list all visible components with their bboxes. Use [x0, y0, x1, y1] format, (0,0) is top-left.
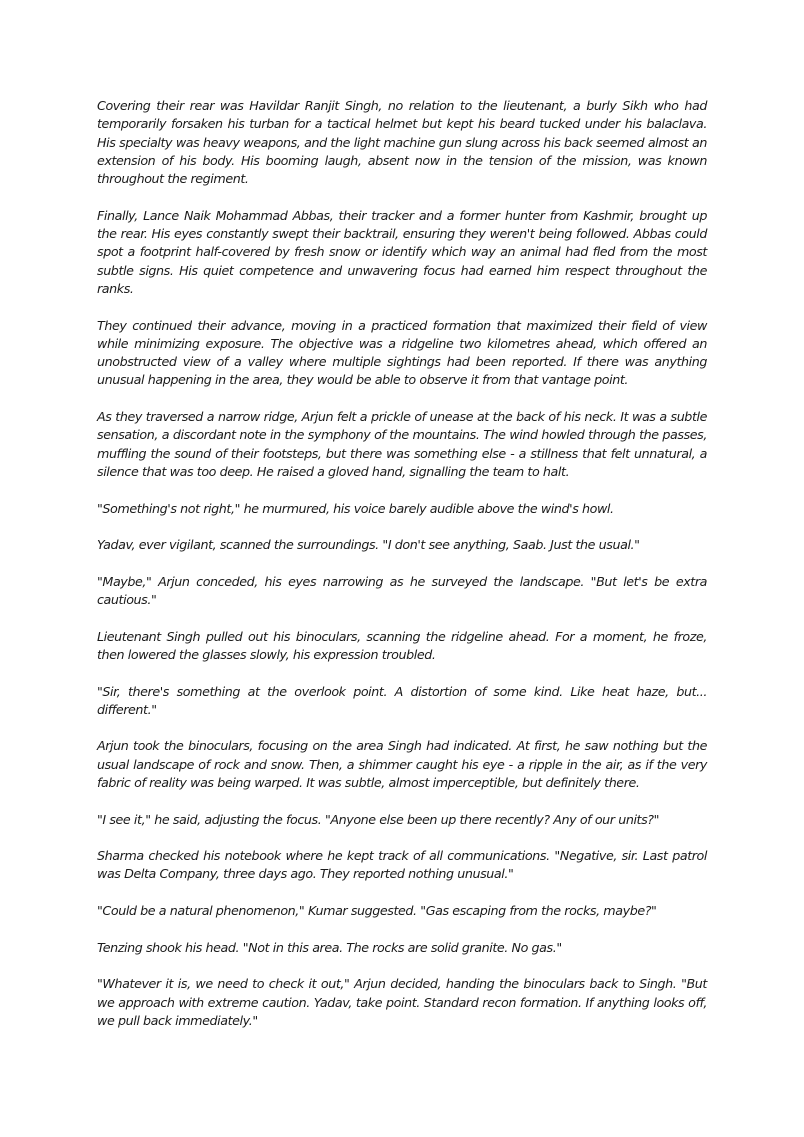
- paragraph: Finally, Lance Naik Mohammad Abbas, their tracker and a former hunter from Kashmir, brought up the rear. His eyes constantly swept their backtrail, ensuring they weren't being followed. Abbas could spot a footprint half-covered by fresh snow or identify which way an animal had fled from the most subtle signs. His quiet competence and unwavering focus had earned him respect throughout the ranks.: [97, 207, 707, 296]
- paragraph: Arjun took the binoculars, focusing on the area Singh had indicated. At first, he saw nothing but the usual landscape of rock and snow. Then, a shimmer caught his eye - a ripple in the air, as if the very fabric of reality was being warped. It was subtle, almost imperceptible, but definitely there.: [97, 738, 707, 790]
- paragraph: "Sir, there's something at the overlook point. A distortion of some kind. Like heat haze, but... different.": [97, 683, 707, 717]
- paragraph: Covering their rear was Havildar Ranjit Singh, no relation to the lieutenant, a burly Sikh who had temporarily forsaken his turban for a tactical helmet but kept his beard tucked under his balaclava. His specialty was heavy weapons, and the light machine gun slung across his back seemed almost an extension of his body. His booming laugh, absent now in the tension of the mission, was known throughout the regiment.: [97, 98, 707, 187]
- paragraph: As they traversed a narrow ridge, Arjun felt a prickle of unease at the back of his neck. It was a subtle sensation, a discordant note in the symphony of the mountains. The wind howled through the passes, muffling the sound of their footsteps, but there was something else - a stillness that felt unnatural, a silence that was too deep. He raised a gloved hand, signalling the team to halt.: [97, 409, 707, 479]
- paragraph: Sharma checked his notebook where he kept track of all communications. "Negative, sir. Last patrol was Delta Company, three days ago. They reported nothing unusual.": [97, 848, 707, 882]
- paragraph: Lieutenant Singh pulled out his binoculars, scanning the ridgeline ahead. For a moment, he froze, then lowered the glasses slowly, his expression troubled.: [97, 628, 707, 662]
- paragraph: They continued their advance, moving in a practiced formation that maximized their field of view while minimizing exposure. The objective was a ridgeline two kilometres ahead, which offered an unobstructed view of a valley where multiple sightings had been reported. If there was anything unusual happening in the area, they would be able to observe it from that vantage point.: [97, 317, 707, 388]
- paragraph: "Something's not right," he murmured, his voice barely audible above the wind's howl.: [97, 500, 614, 516]
- paragraph: Yadav, ever vigilant, scanned the surroundings. "I don't see anything, Saab. Just the usual.": [97, 537, 640, 553]
- paragraph: "Could be a natural phenomenon," Kumar suggested. "Gas escaping from the rocks, maybe?": [97, 903, 657, 919]
- paragraph: Tenzing shook his head. "Not in this area. The rocks are solid granite. No gas.": [97, 939, 562, 955]
- document-body: [97, 97, 707, 1030]
- paragraph: "Maybe," Arjun conceded, his eyes narrowing as he surveyed the landscape. "But let's be extra cautious.": [97, 573, 707, 608]
- paragraph: "I see it," he said, adjusting the focus. "Anyone else been up there recently? Any of our units?": [97, 811, 660, 827]
- paragraph: "Whatever it is, we need to check it out," Arjun decided, handing the binoculars back to Singh. "But we approach with extreme caution. Yadav, take point. Standard recon formation. If anything looks off, we pull back immediately.": [97, 976, 707, 1028]
